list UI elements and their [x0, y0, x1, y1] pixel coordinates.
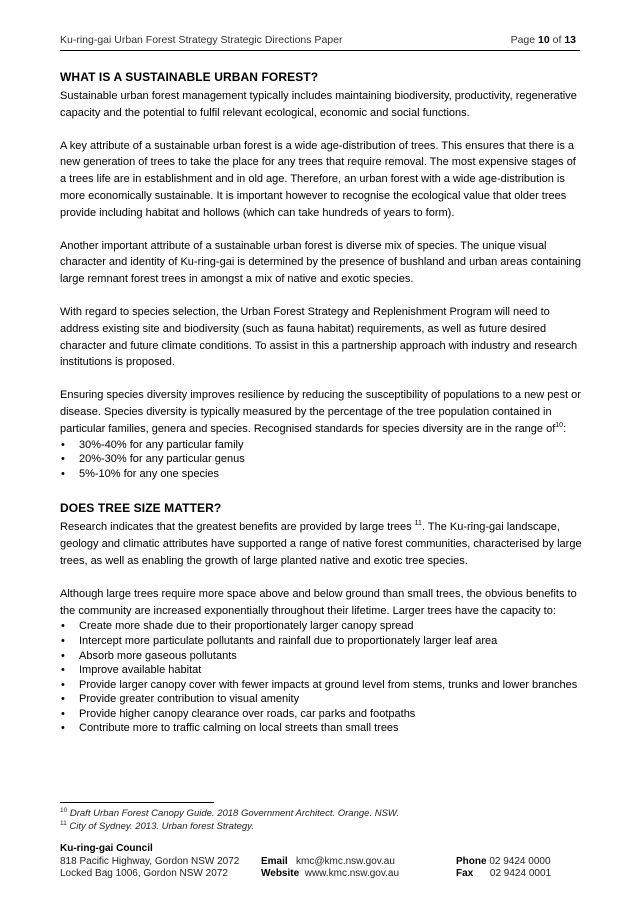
paragraph-text: Ensuring species diversity improves resilience by reducing the susceptibility of populations to a new pest or disease. Species diversity is typically measured by the percentage of the tree population contained in particular families, genera and species. Recognised standards for species diversity are in the range of: [60, 389, 581, 435]
page-total: 13: [564, 34, 576, 46]
species-diversity-list: [60, 438, 584, 482]
email-address: kmc@kmc.nsw.gov.au: [296, 855, 395, 867]
section-heading-tree-size: DOES TREE SIZE MATTER?: [60, 501, 222, 516]
page-footer: [60, 843, 584, 881]
fax-contact: [456, 868, 551, 881]
list-item: • Improve available habitat: [60, 663, 584, 678]
page-content: [60, 70, 584, 752]
list-item: • Provide greater contribution to visual amenity: [60, 692, 584, 707]
list-item: • Absorb more gaseous pollutants: [60, 649, 584, 664]
email-label: Email: [261, 855, 288, 867]
list-item: • 20%-30% for any particular genus: [60, 452, 584, 467]
list-item: • 5%-10% for any one species: [60, 467, 584, 482]
list-item: • Contribute more to traffic calming on local streets than small trees: [60, 721, 584, 736]
list-item: • Provide higher canopy clearance over roads, car parks and footpaths: [60, 707, 584, 722]
paragraph-text: Research indicates that the greatest benefits are provided by large trees: [60, 521, 412, 534]
paragraph: A key attribute of a sustainable urban forest is a wide age-distribution of trees. This ensures that there is a new generation of trees to take the place for any trees that require removal. The most expensive stages of a trees life are in establishment and in old age. Therefore, an urban forest with a wide age-distribution is more economically sustainable. It is important however to recognise the ecological value that older trees provide including habitat and hollows (which can take hundreds of years to form).: [60, 139, 576, 219]
footnote-number: 11: [60, 819, 67, 827]
page-label: Page: [510, 34, 536, 46]
postal-address: Locked Bag 1006, Gordon NSW 2072: [60, 868, 228, 879]
large-tree-benefits-list: [60, 619, 584, 736]
fax-label: Fax: [456, 868, 474, 879]
footnote-text: City of Sydney. 2013. Urban forest Strategy.: [69, 820, 254, 832]
page-number: 10: [538, 34, 550, 46]
list-item: • Provide larger canopy cover with fewer impacts at ground level from stems, trunks and lower branches: [60, 678, 584, 693]
list-item: • 30%-40% for any particular family: [60, 438, 584, 453]
list-item: • Create more shade due to their proportionately larger canopy spread: [60, 619, 584, 634]
website-label: Website: [261, 868, 300, 879]
footer-row: [60, 856, 584, 869]
paragraph: Sustainable urban forest management typically includes maintaining biodiversity, productivity, regenerative capacity and the potential to fulfil relevant ecological, economic and social functions.: [60, 90, 577, 119]
paragraph: Although large trees require more space above and below ground than small trees, the obvious benefits to the community are increased exponentially throughout their lifetime. Larger trees have the capacity to:: [60, 587, 577, 617]
phone-contact: [456, 856, 551, 869]
page-indicator: [511, 34, 576, 46]
document-title: Ku-ring-gai Urban Forest Strategy Strategic Directions Paper: [60, 34, 343, 46]
email-contact: [261, 856, 395, 869]
website-url: www.kmc.nsw.gov.au: [304, 868, 400, 879]
paragraph: Another important attribute of a sustainable urban forest is diverse mix of species. The unique visual character and identity of Ku-ring-gai is determined by the presence of bushland and urban areas containing large remnant forest trees in amongst a mix of native and exotic species.: [60, 239, 581, 286]
footnote: [60, 808, 584, 821]
paragraph-species-diversity: [60, 387, 584, 437]
section-heading-sustainable-forest: WHAT IS A SUSTAINABLE URBAN FOREST?: [60, 70, 319, 84]
footnote-text: Draft Urban Forest Canopy Guide. 2018 Government Architect. Orange. NSW.: [69, 808, 400, 819]
page-header: [60, 34, 580, 51]
footnote-ref: 11: [414, 520, 422, 528]
footer-row: [60, 868, 584, 881]
page-of-label: of: [552, 34, 562, 46]
footnote: [60, 821, 584, 834]
list-item: • Intercept more particulate pollutants and rainfall due to proportionately larger leaf area: [60, 634, 584, 649]
website-contact: [261, 868, 399, 881]
phone-number: 02 9424 0000: [489, 855, 551, 867]
fax-number: 02 9424 0001: [489, 868, 552, 879]
footnotes: [60, 808, 584, 833]
footnote-divider: [60, 802, 214, 803]
paragraph: With regard to species selection, the Urban Forest Strategy and Replenishment Program will need to address existing site and biodiversity (such as fauna habitat) requirements, as well as future desired character and future climate conditions. To assist in this a partnership approach with industry and research institutions is proposed.: [60, 305, 578, 369]
paragraph-research: [60, 519, 584, 569]
council-name: Ku-ring-gai Council: [60, 843, 153, 854]
paragraph-text-end: . The Ku-ring-gai landscape, geology and climatic attributes have supported a range of native forest communities, characterised by large trees, as well as enabling the growth of large planted native and exotic tree species.: [60, 521, 582, 567]
paragraph-text-end: :: [563, 422, 567, 435]
street-address: 818 Pacific Highway, Gordon NSW 2072: [60, 855, 240, 867]
phone-label: Phone: [456, 855, 487, 867]
footnote-number: 10: [60, 807, 68, 814]
footnote-ref: 10: [555, 421, 564, 429]
